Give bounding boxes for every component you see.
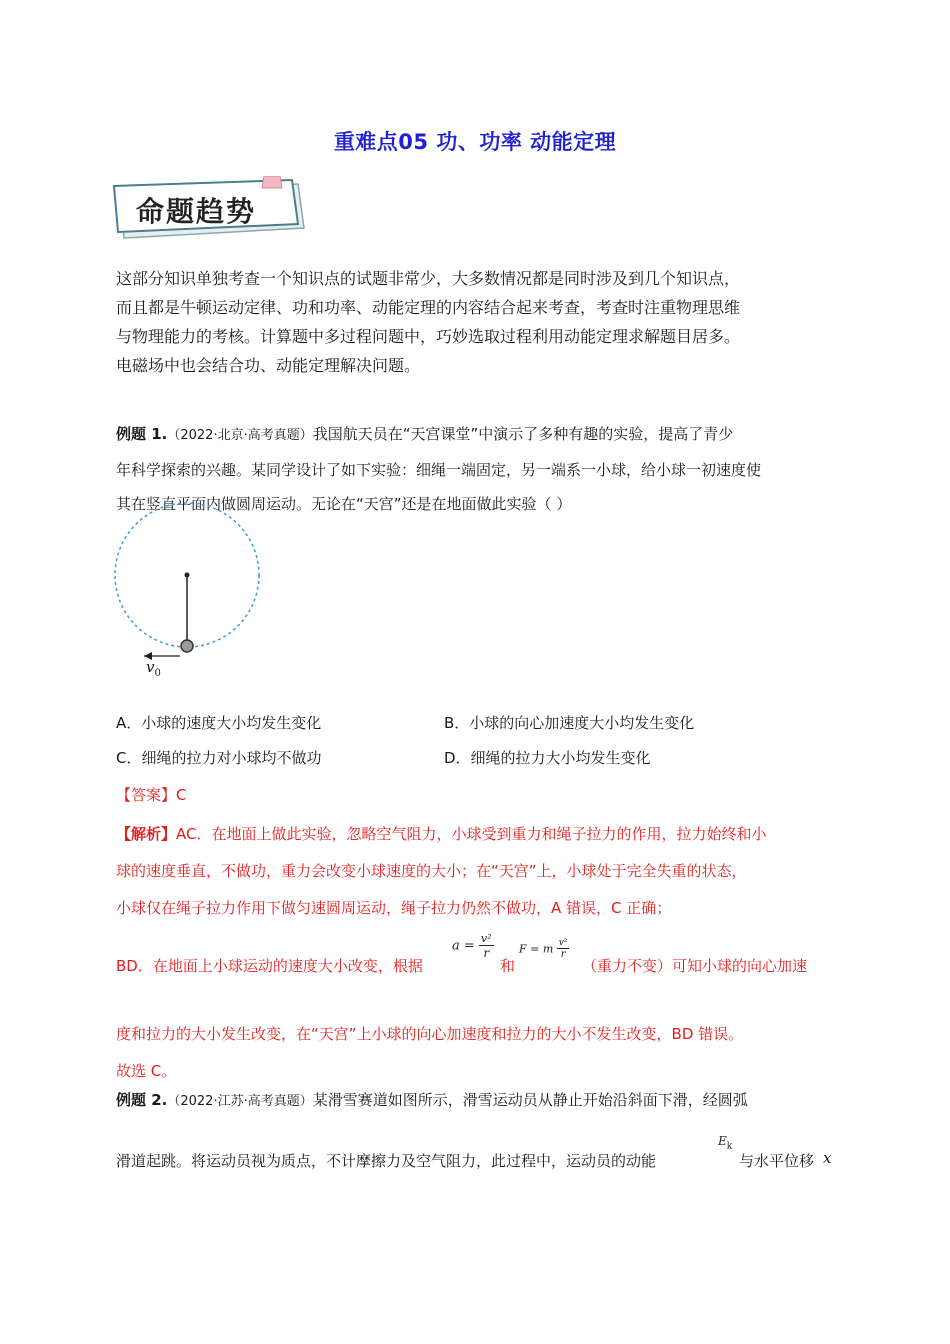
example-label: 例题 1. [116,425,168,443]
kinetic-energy-symbol: $E_k$ [718,1134,733,1152]
circular-motion-figure [110,500,270,690]
analysis-text: 故选 C。 [116,1062,177,1080]
analysis [116,816,846,927]
intro-line: 这部分知识单独考查一个知识点的试题非常少，大多数情况都是同时涉及到几个知识点， [116,269,741,288]
page-title: 重难点05 功、功率 动能定理 [333,130,617,154]
option-a: A．小球的速度大小均发生变化 [116,714,322,732]
banner-label: 命题趋势 [136,195,257,228]
option-c: C．细绳的拉力对小球均不做功 [116,749,322,767]
example2-question [116,1083,846,1119]
question-text: 滑道起跳。将运动员视为质点，不计摩擦力及空气阻力，此过程中，运动员的动能 [116,1152,657,1170]
answer: 【答案】C [116,786,187,804]
question-text: 我国航天员在“天宫课堂”中演示了多种有趣的实验，提高了青少 [312,425,734,443]
analysis-continued [116,1016,856,1090]
example-source: （2022·江苏·高考真题） [167,1094,313,1109]
circle-diagram-icon [110,500,270,690]
analysis-text: AC．在地面上做此实验，忽略空气阻力，小球受到重力和绳子拉力的作用，拉力始终和小 [176,825,767,843]
analysis-text: BD．在地面上小球运动的速度大小改变，根据 [116,957,423,975]
question-text: 年科学探索的兴趣。某同学设计了如下实验：细绳一端固定，另一端系一小球，给小球一初速度使 [116,461,762,479]
analysis-label: 【解析】 [116,825,177,843]
intro-paragraph [116,264,836,380]
analysis-text: 球的速度垂直，不做功，重力会改变小球速度的大小；在“天宫”上，小球处于完全失重的状态， [116,862,747,880]
section-banner [112,176,312,244]
example-label: 例题 2. [116,1091,168,1109]
analysis-text: 和 [500,957,516,975]
example-source: （2022·北京·高考真题） [167,428,313,443]
analysis-text: 小球仅在绳子拉力作用下做匀速圆周运动，绳子拉力仍然不做功，A 错误，C 正确； [116,899,672,917]
analysis-text: 度和拉力的大小发生改变，在“天宫”上小球的向心加速度和拉力的大小不发生改变，BD 错误。 [116,1025,744,1043]
velocity-label: $v_0$ [146,658,161,679]
question-text: 某滑雪赛道如图所示，滑雪运动员从静止开始沿斜面下滑，经圆弧 [312,1091,748,1109]
formula-centripetal-accel: a = $\frac{\text{v²}}{r}$ [452,932,492,960]
question-text: 其在竖直平面内做圆周运动。无论在“天宫”还是在地面做此实验（ ） [116,495,572,513]
intro-line: 电磁场中也会结合功、动能定理解决问题。 [116,356,421,375]
option-d: D．细绳的拉力大小均发生变化 [444,749,651,767]
question-text: 与水平位移 [739,1152,815,1170]
option-b: B．小球的向心加速度大小均发生变化 [444,714,695,732]
analysis-text: （重力不变）可知小球的向心加速 [582,957,808,975]
intro-line: 而且都是牛顿运动定律、功和功率、动能定理的内容结合起来考查，考查时注重物理思维 [116,298,741,317]
variable-x: x [823,1149,832,1167]
intro-line: 与物理能力的考核。计算题中多过程问题中，巧妙选取过程利用动能定理求解题目居多。 [116,327,741,346]
formula-centripetal-force: F = m $\frac{\text{v²}}{r}$ [519,938,568,960]
